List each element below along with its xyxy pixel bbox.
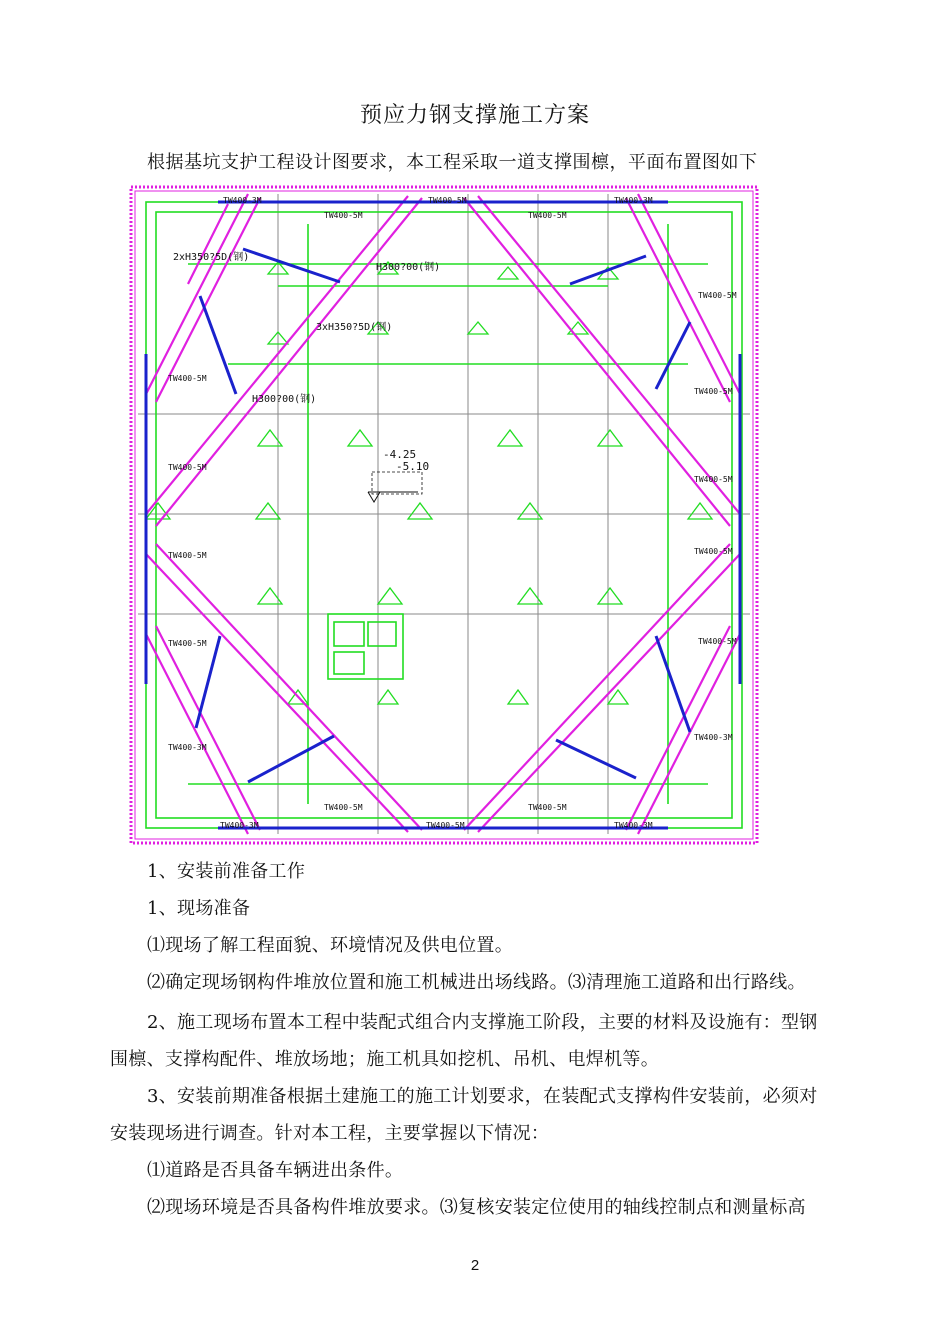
central-core: [328, 614, 403, 679]
left-label: TW400-3M: [168, 743, 207, 752]
bottom-label: TW400-5M: [528, 803, 567, 812]
top-label: TW400-3M: [614, 196, 653, 205]
paragraph: 2、施工现场布置本工程中装配式组合内支撑施工阶段，主要的材料及设施有：型钢: [147, 1012, 818, 1033]
page-number: 2: [470, 1257, 480, 1274]
beam-label-2: H300?00(钢): [376, 262, 441, 273]
bottom-label: TW400-5M: [324, 803, 363, 812]
green-walings: [146, 202, 742, 828]
top-label: TW400-5M: [324, 211, 363, 220]
right-label: TW400-3M: [694, 733, 733, 742]
blue-walings: [146, 202, 740, 828]
right-label: TW400-5M: [694, 387, 733, 396]
paragraph: ⑵确定现场钢构件堆放位置和施工机械进出场线路。⑶清理施工道路和出行路线。: [147, 972, 806, 993]
paragraph: ⑴道路是否具备车辆进出条件。: [147, 1160, 404, 1181]
paragraph: 3、安装前期准备根据土建施工的施工计划要求，在装配式支撑构件安装前，必须对: [147, 1086, 818, 1107]
bottom-label: TW400-3M: [220, 821, 259, 830]
elevation-2: -5.10: [396, 460, 430, 473]
beam-label-4: H300?00(钢): [252, 394, 317, 405]
bottom-label: TW400-3M: [614, 821, 653, 830]
document-title: 预应力钢支撑施工方案: [359, 103, 590, 128]
top-member-labels: [223, 196, 653, 220]
paragraph: ⑴现场了解工程面貌、环境情况及供电位置。: [147, 935, 513, 956]
top-label: TW400-3M: [223, 196, 262, 205]
bottom-label: TW400-5M: [426, 821, 465, 830]
pile-caps: [146, 262, 712, 704]
elevation-1: -4.25: [383, 448, 417, 461]
heading-1: 1、安装前准备工作: [147, 861, 306, 882]
top-label: TW400-5M: [528, 211, 567, 220]
right-label: TW400-5M: [698, 291, 737, 300]
beam-label-3: 3xH350?5D(钢): [316, 322, 393, 333]
left-label: TW400-5M: [168, 551, 207, 560]
axis-grid: [138, 194, 750, 834]
beam-label-1: 2xH350?5D(钢): [173, 252, 250, 263]
paragraph: 安装现场进行调查。针对本工程，主要掌握以下情况：: [110, 1123, 550, 1144]
elevation-marker: [368, 448, 429, 502]
left-label: TW400-5M: [168, 639, 207, 648]
right-label: TW400-5M: [694, 475, 733, 484]
intro-paragraph: 根据基坑支护工程设计图要求，本工程采取一道支撑围檩，平面布置图如下: [147, 152, 758, 173]
paragraph: 围檩、支撑构配件、堆放场地；施工机具如挖机、吊机、电焊机等。: [110, 1049, 659, 1070]
support-plan-drawing: [128, 184, 760, 846]
paragraph: ⑵现场环境是否具备构件堆放要求。⑶复核安装定位使用的轴线控制点和测量标高: [147, 1197, 806, 1218]
right-label: TW400-5M: [698, 637, 737, 646]
top-label: TW400-5M: [428, 196, 467, 205]
left-label: TW400-5M: [168, 374, 207, 383]
right-member-labels: [694, 291, 737, 742]
left-label: TW400-5M: [168, 463, 207, 472]
bottom-member-labels: [220, 803, 653, 830]
right-label: TW400-5M: [694, 547, 733, 556]
heading-1-1: 1、现场准备: [147, 898, 251, 919]
